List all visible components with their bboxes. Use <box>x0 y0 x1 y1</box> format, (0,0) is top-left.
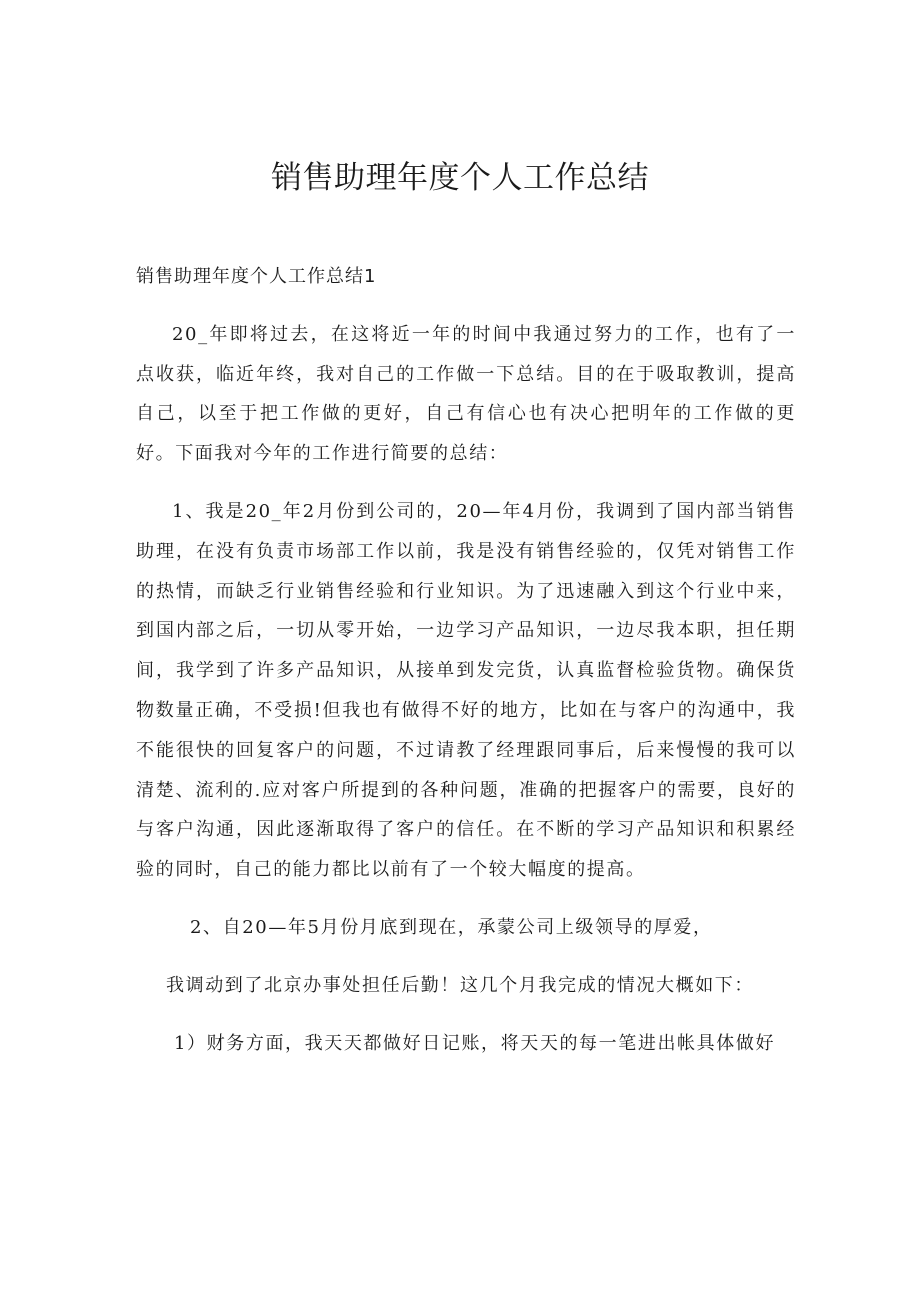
document-title: 销售助理年度个人工作总结 <box>271 160 649 196</box>
paragraph-item-2-continued: 我调动到了北京办事处担任后勤！这几个月我完成的情况大概如下： <box>166 974 754 996</box>
document-body <box>136 257 796 1063</box>
paragraph-sub-item-1: 1）财务方面，我天天都做好日记账，将天天的每一笔进出帐具体做好 <box>174 1032 776 1054</box>
section-heading: 销售助理年度个人工作总结1 <box>136 266 377 287</box>
paragraph-item-2: 2、自20—年5月份月底到现在，承蒙公司上级领导的厚爱， <box>190 916 713 938</box>
paragraph-intro: 20_年即将过去，在这将近一年的时间中我通过努力的工作，也有了一点收获，临近年终，我对自己的工作做一下总结。目的在于吸取教训，提高自己，以至于把工作做的更好，自己有信心也有决心把明年的工作做的更好。下面我对今年的工作进行简要的总结： <box>136 323 796 465</box>
paragraph-item-1: 1、我是20_年2月份到公司的，20—年4月份，我调到了国内部当销售助理，在没有负责市场部工作以前，我是没有销售经验的，仅凭对销售工作的热情，而缺乏行业销售经验和行业知识。为了迅速融入到这个行业中来，到国内部之后，一切从零开始，一边学习产品知识，一边尽我本职，担任期间，我学到了许多产品知识，从接单到发完货，认真监督检验货物。确保货物数量正确，不受损!但我也有做得不好的地方，比如在与客户的沟通中，我不能很快的回复客户的问题，不过请教了经理跟同事后，后来慢慢的我可以清楚、流利的.应对客户所提到的各种问题，准确的把握客户的需要，良好的与客户沟通，因此逐渐取得了客户的信任。在不断的学习产品知识和积累经验的同时，自己的能力都比以前有了一个较大幅度的提高。 <box>136 500 796 881</box>
